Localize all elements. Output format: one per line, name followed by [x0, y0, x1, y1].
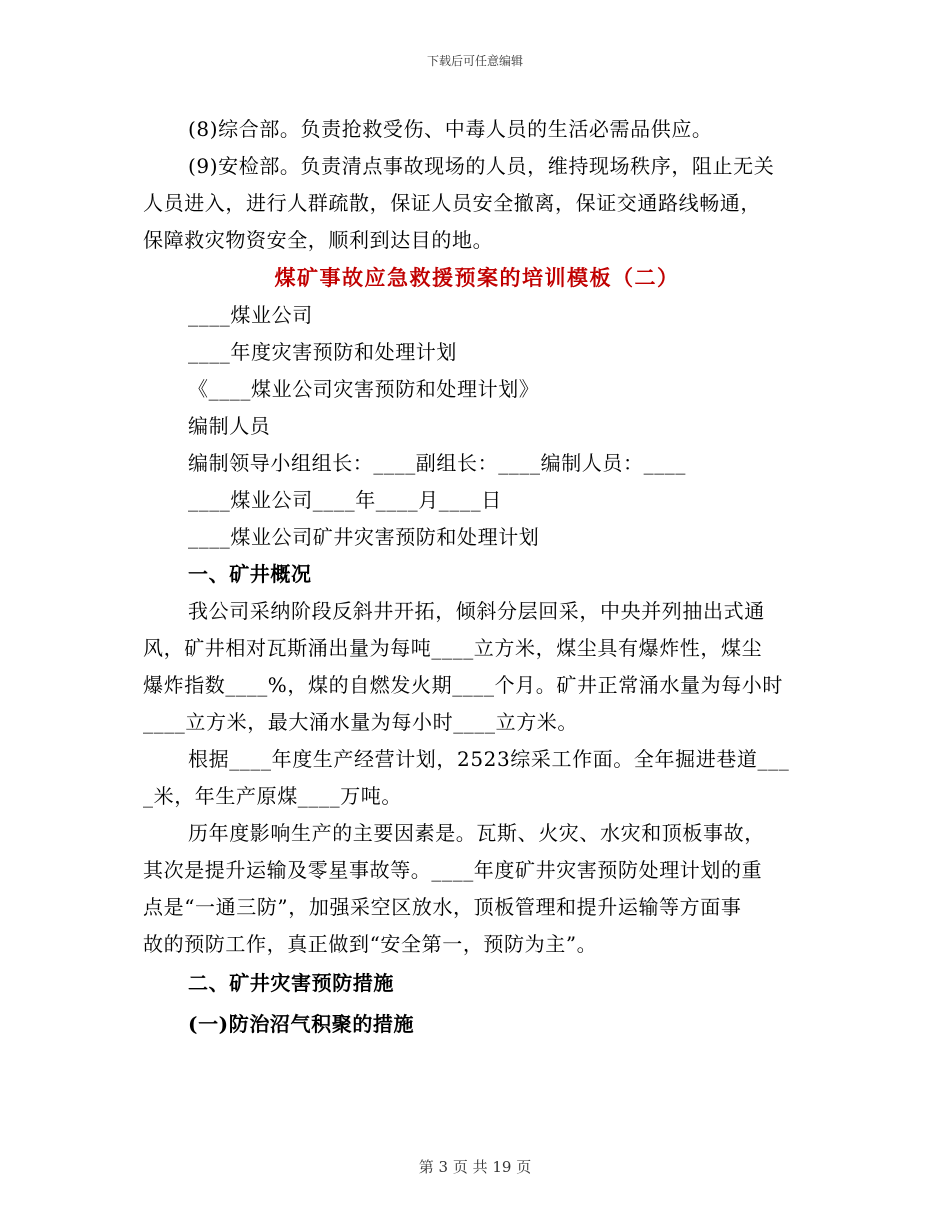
- paragraph-line: ____煤业公司矿井灾害预防和处理计划: [188, 525, 540, 549]
- paragraph-line: 编制领导小组组长：____副组长：____编制人员：____: [188, 451, 686, 475]
- paragraph-line: 爆炸指数____%，煤的自燃发火期____个月。矿井正常涌水量为每小时: [143, 673, 784, 697]
- paragraph-line: 《____煤业公司灾害预防和处理计划》: [188, 377, 540, 401]
- document-body: [143, 111, 811, 1045]
- paragraph-line: (8)综合部。负责抢救受伤、中毒人员的生活必需品供应。: [188, 117, 713, 141]
- paragraph-line: _米，年生产原煤____万吨。: [143, 784, 402, 808]
- paragraph-line: 编制人员: [188, 414, 271, 438]
- paragraph-line: 点是“一通三防”，加强采空区放水，顶板管理和提升运输等方面事: [143, 895, 742, 919]
- paragraph-line: 故的预防工作，真正做到“安全第一，预防为主”。: [143, 932, 598, 956]
- section-title: 煤矿事故应急救援预案的培训模板（二）: [274, 265, 680, 290]
- paragraph-line: ____年度灾害预防和处理计划: [188, 340, 457, 364]
- paragraph-line: ____煤业公司: [188, 303, 313, 327]
- paragraph-line: 我公司采纳阶段反斜井开拓，倾斜分层回采，中央并列抽出式通: [188, 599, 765, 623]
- heading-methane: (一)防治沼气积聚的措施: [188, 1012, 415, 1036]
- paragraph-line: 人员进入，进行人群疏散，保证人员安全撤离，保证交通路线畅通，: [143, 191, 761, 215]
- paragraph-line: 根据____年度生产经营计划，2523综采工作面。全年掘进巷道___: [188, 747, 790, 771]
- paragraph-line: 保障救灾物资安全，顺利到达目的地。: [143, 228, 494, 252]
- paragraph-line: 历年度影响生产的主要因素是。瓦斯、火灾、水灾和顶板事故，: [188, 821, 765, 845]
- heading-overview: 一、矿井概况: [188, 562, 312, 586]
- paragraph-line: 风，矿井相对瓦斯涌出量为每吨____立方米，煤尘具有爆炸性，煤尘: [143, 636, 763, 660]
- heading-prevention: 二、矿井灾害预防措施: [188, 971, 394, 995]
- page-header: 下载后可任意编辑: [426, 54, 523, 68]
- page-footer: 第 3 页 共 19 页: [418, 1158, 532, 1176]
- paragraph-line: ____立方米，最大涌水量为每小时____立方米。: [143, 710, 578, 734]
- paragraph-line: (9)安检部。负责清点事故现场的人员，维持现场秩序，阻止无关: [188, 154, 775, 178]
- paragraph-line: 其次是提升运输及零星事故等。____年度矿井灾害预防处理计划的重: [143, 858, 763, 882]
- paragraph-line: ____煤业公司____年____月____日: [188, 488, 502, 512]
